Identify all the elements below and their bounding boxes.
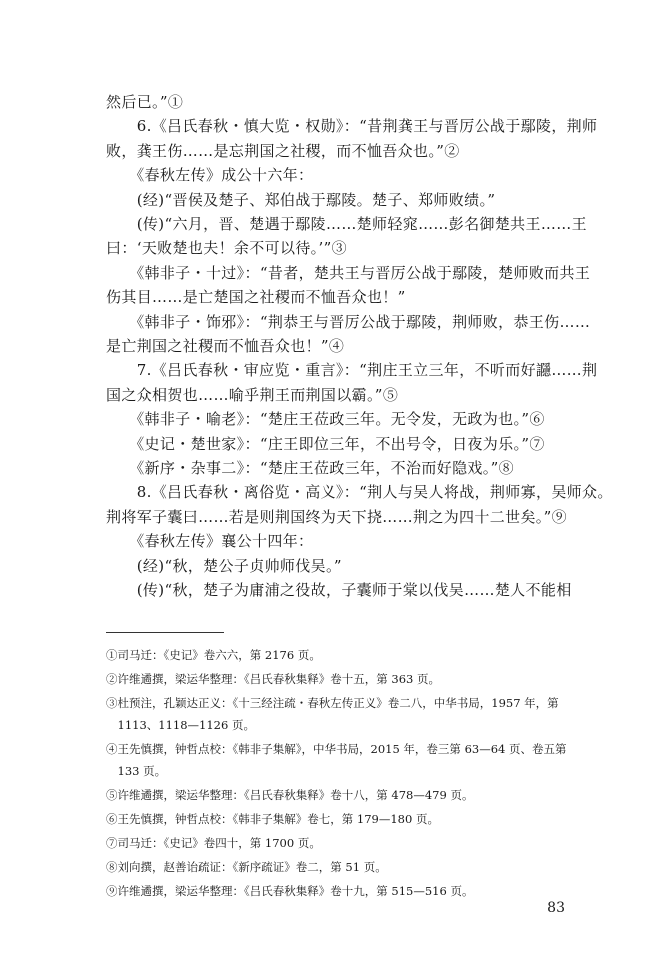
body-line: 伤其目……是亡楚国之社稷而不恤吾众也！” [106,288,406,306]
body-line: 8.《吕氏春秋・离俗览・高义》：“荆人与吴人将战，荆师寡，吴师众。 [106,483,613,501]
body-line: 是亡荆国之社稷而不恤吾众也！”④ [106,337,345,355]
footnote: ③杜预注，孔颖达正义：《十三经注疏・春秋左传正义》卷二八，中华书局，1957 年，第 [106,696,559,710]
body-line: 荆将军子囊曰……若是则荆国终为天下挠……荆之为四十二世矣。”⑨ [106,508,568,526]
body-line: 曰：‘天败楚也夫！余不可以待。’”③ [106,239,348,257]
body-line: 败，龚王伤……是忘荆国之社稷，而不恤吾众也。”② [106,142,460,160]
footnote: 133 页。 [106,764,167,778]
footnote: ⑤许维遹撰，梁运华整理：《吕氏春秋集释》卷十八，第 478—479 页。 [106,788,474,802]
body-line: 6.《吕氏春秋・慎大览・权勋》：“昔荆龚王与晋厉公战于鄢陵，荆师 [106,117,598,135]
body-line: 《新序・杂事二》：“楚庄王莅政三年，不治而好隐戏。”⑧ [106,459,514,477]
footnote: ②许维遹撰，梁运华整理：《吕氏春秋集释》卷十五，第 363 页。 [106,672,441,686]
body-line: (经)“晋侯及楚子、郑伯战于鄢陵。楚子、郑师败绩。” [106,191,496,209]
footnote: ⑧刘向撰，赵善诒疏证：《新序疏证》卷二，第 51 页。 [106,860,387,874]
body-line: 国之众相贺也……喻乎荆王而荆国以霸。”⑤ [106,386,399,404]
footnote: ⑦司马迁：《史记》卷四十，第 1700 页。 [106,836,321,850]
body-line: 《韩非子・十过》：“昔者，楚共王与晋厉公战于鄢陵，楚师败而共王 [106,264,591,282]
footnote: ④王先慎撰，钟哲点校：《韩非子集解》，中华书局，2015 年，卷三第 63—64 页、卷五第 [106,742,567,756]
body-line: 《史记・楚世家》：“庄王即位三年，不出号令，日夜为乐。”⑦ [106,435,545,453]
footnote: ①司马迁：《史记》卷六六，第 2176 页。 [106,648,321,662]
body-line: 《春秋左传》襄公十四年： [106,532,314,550]
footnote-rule [106,632,224,633]
body-line: 然后已。”① [106,93,184,111]
footnote: ⑨许维遹撰，梁运华整理：《吕氏春秋集释》卷十九，第 515—516 页。 [106,884,474,898]
page-number: 83 [547,900,565,916]
body-line: 7.《吕氏春秋・审应览・重言》：“荆庄王立三年，不听而好讔……荆 [106,361,598,379]
footnote: 1113、1118—1126 页。 [106,718,255,732]
body-line: (传)“秋，楚子为庸浦之役故，子囊师于棠以伐吴……楚人不能相 [106,581,572,599]
body-line: (经)“秋，楚公子贞帅师伐吴。” [106,557,342,575]
body-line: 《春秋左传》成公十六年： [106,166,314,184]
footnote: ⑥王先慎撰，钟哲点校：《韩非子集解》卷七，第 179—180 页。 [106,812,439,826]
body-line: 《韩非子・饰邪》：“荆恭王与晋厉公战于鄢陵，荆师败，恭王伤…… [106,313,591,331]
body-line: (传)“六月，晋、楚遇于鄢陵……楚师轻窕……彭名御楚共王……王 [106,215,587,233]
body-line: 《韩非子・喻老》：“楚庄王莅政三年。无令发，无政为也。”⑥ [106,410,545,428]
